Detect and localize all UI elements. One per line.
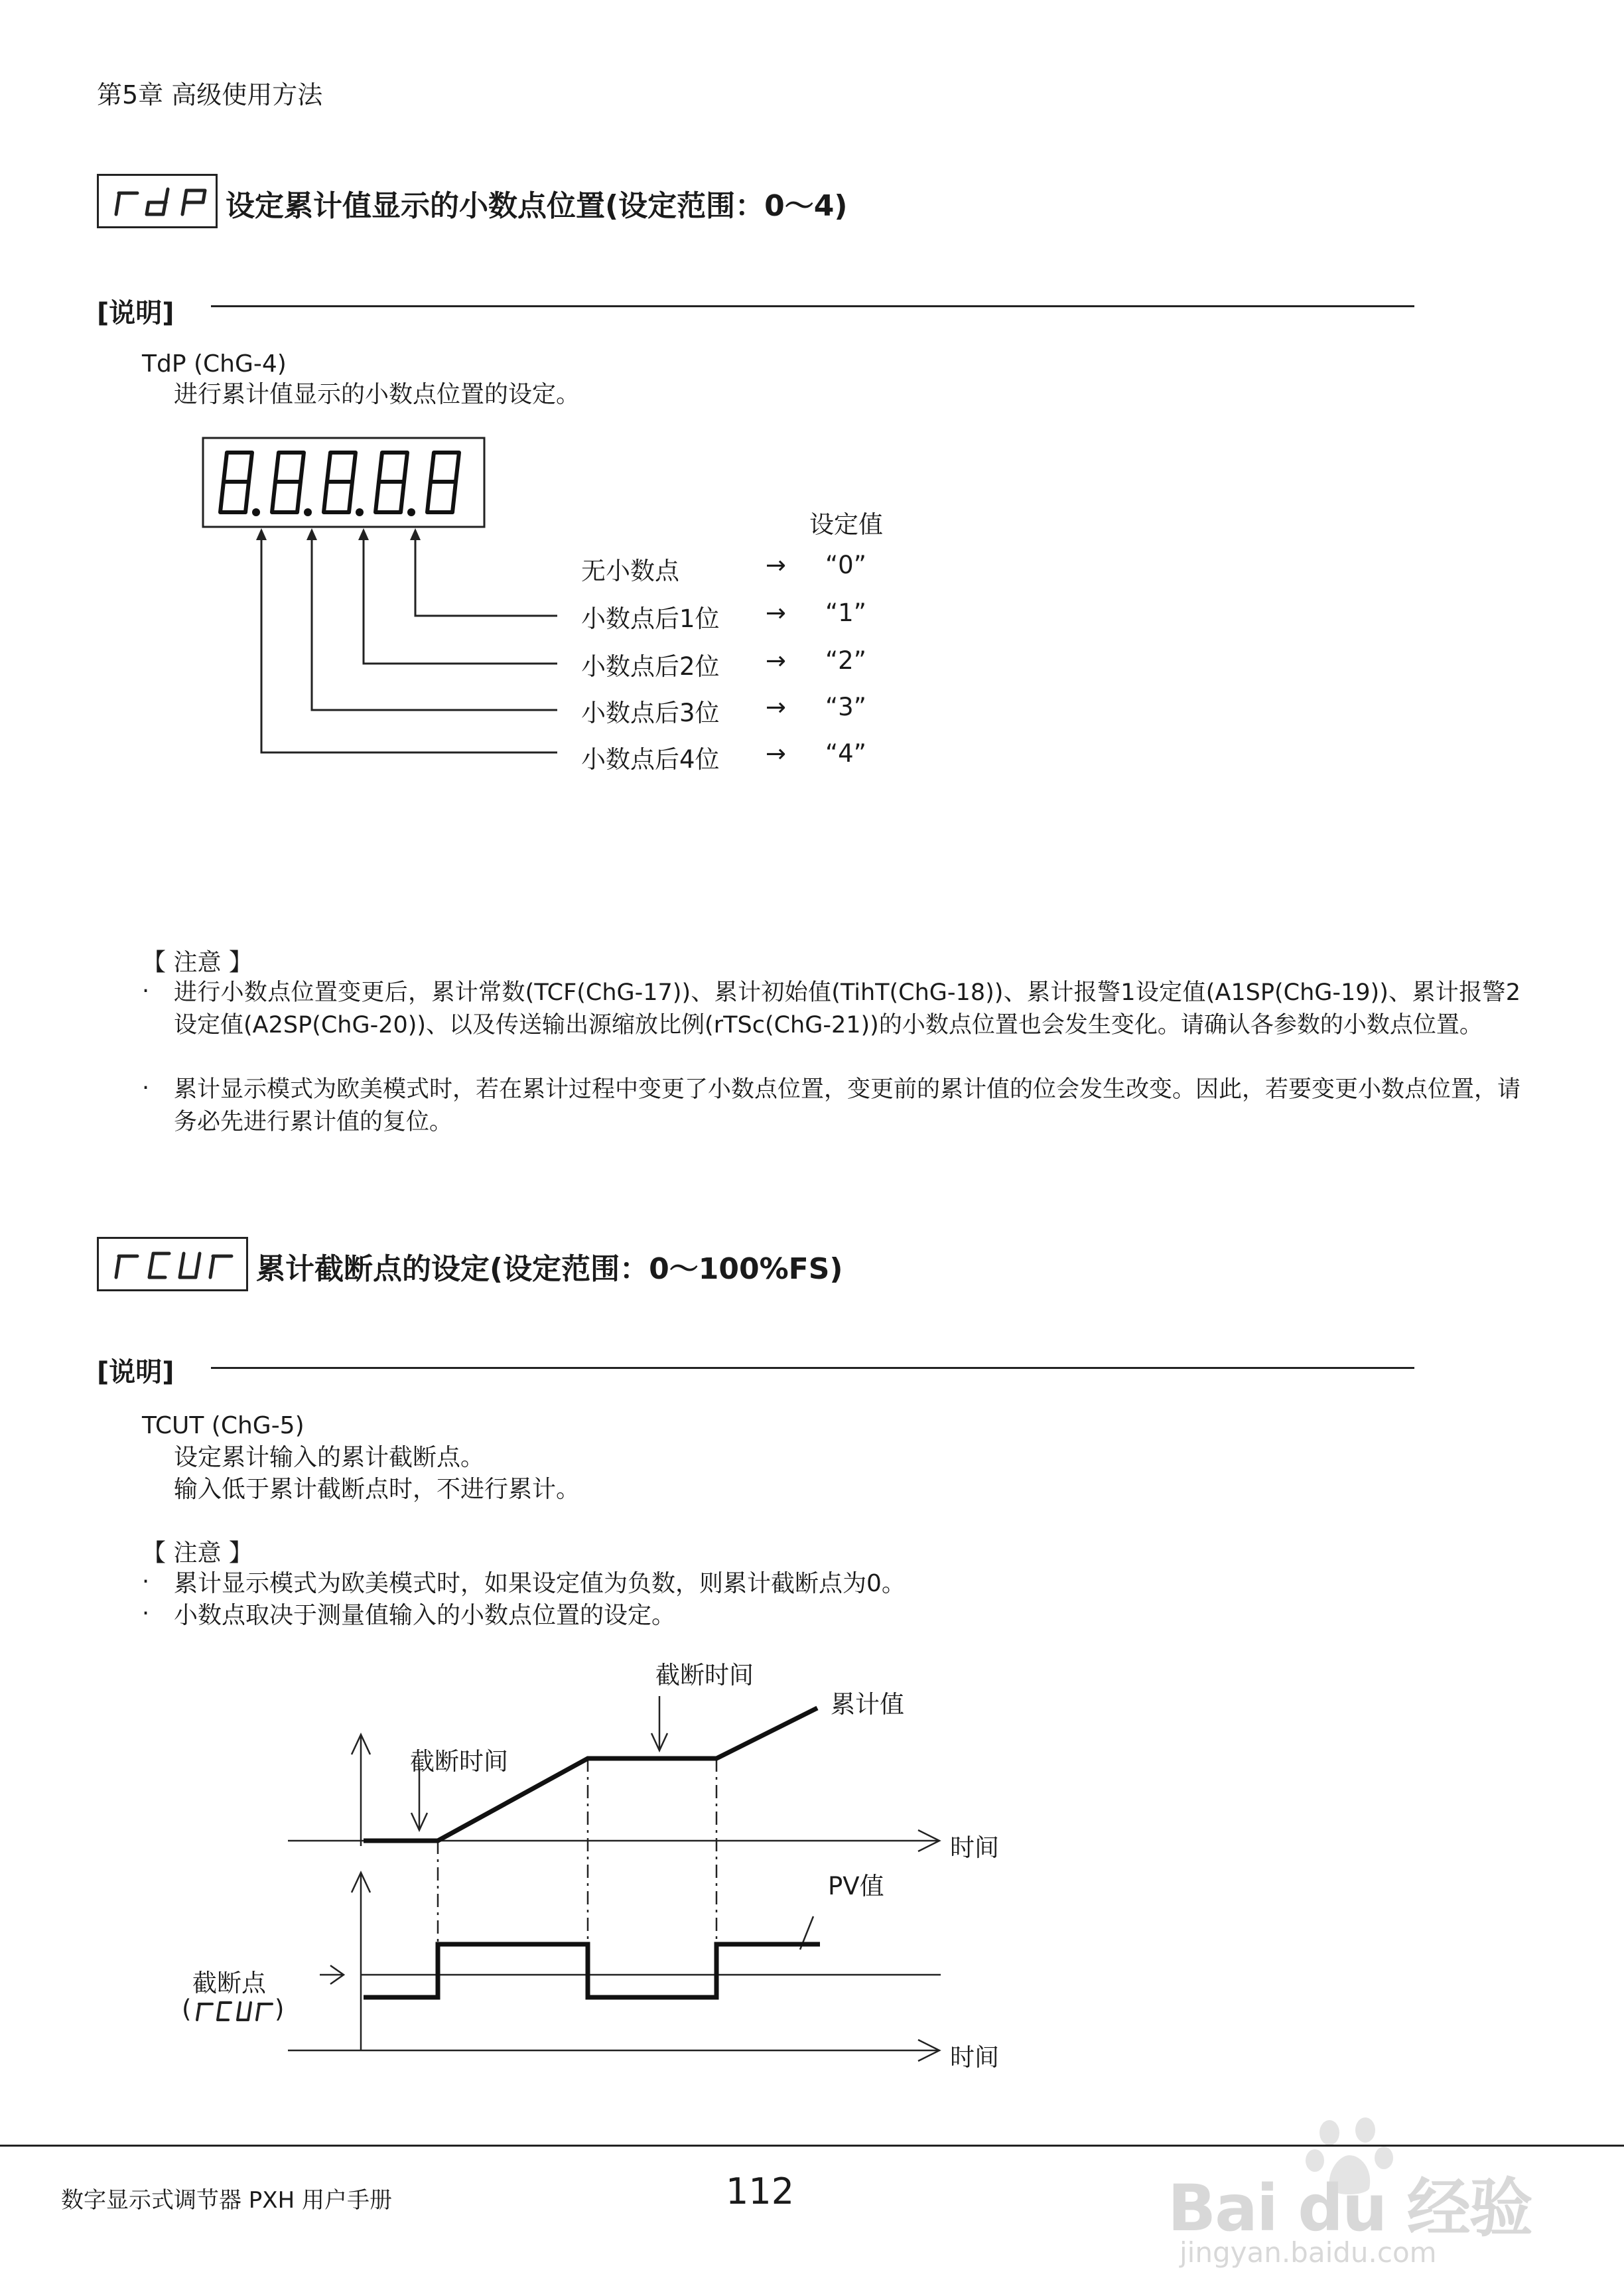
tcut-code-display (97, 1237, 248, 1291)
option-row-3 (581, 693, 720, 729)
leader-line-4 (261, 540, 557, 752)
section1-desc: 进行累计值显示的小数点位置的设定。 (174, 381, 580, 408)
label-time-lower: 时间 (950, 2043, 999, 2072)
label-pv-value: PV值 (828, 1872, 884, 1900)
section2-note-label: 【 注意 】 (142, 1539, 253, 1567)
section2-title: 累计截断点的设定(设定范围：0～100%FS) (256, 1252, 843, 1286)
section2-explain-label: [说明] (97, 1357, 174, 1388)
label-cut-time-top: 截断时间 (655, 1661, 754, 1689)
option-arrow-4: → (766, 739, 787, 768)
footer-divider (0, 2145, 1624, 2147)
option-label: 小数点后1位 (581, 605, 720, 633)
option-value-0: “0” (825, 551, 866, 579)
section1-title: 设定累计值显示的小数点位置(设定范围：0～4) (226, 189, 848, 223)
leader-line-1 (415, 540, 557, 616)
tcut-seven-segment-glyph (99, 1239, 246, 1289)
section1-note-2: 累计显示模式为欧美模式时，若在累计过程中变更了小数点位置，变更前的累计值的位会发生改变。因此，若要变更小数点位置，请务必先进行累计值的复位。 (174, 1076, 1521, 1135)
decimal-dot-4 (407, 508, 415, 516)
section1-param: TdP (ChG-4) (142, 350, 287, 378)
section1-note-label: 【 注意 】 (142, 949, 253, 976)
option-label: 无小数点 (581, 557, 679, 585)
page-number: 112 (726, 2171, 795, 2212)
setting-value-header: 设定值 (809, 510, 883, 539)
section2-note-1: 累计显示模式为欧美模式时，如果设定值为负数，则累计截断点为0。 (174, 1570, 906, 1597)
chapter-heading: 第5章 高级使用方法 (97, 80, 323, 109)
option-row-4 (581, 739, 720, 775)
section1-note-1: 进行小数点位置变更后，累计常数(TCF(ChG-17))、累计初始值(TihT(ChG-18))、累计报警1设定值(A1SP(ChG-19))、累计报警2设定值(A2SP(ChG-20))、以及传送输出源缩放比例(rTSc(ChG-21))的小数点位置也会发生变化。请确认各参数的小数点位置。 (174, 979, 1521, 1038)
option-row-0 (581, 551, 679, 587)
leader-line-2 (364, 540, 557, 664)
option-arrow-1: → (766, 599, 787, 627)
option-arrow-0: → (766, 551, 787, 579)
option-label: 小数点后4位 (581, 745, 720, 774)
option-value-2: “2” (825, 646, 866, 675)
arrowhead-3 (306, 528, 317, 540)
option-row-1 (581, 599, 720, 634)
section2-desc-2: 输入低于累计截断点时，不进行累计。 (174, 1476, 580, 1503)
option-arrow-3: → (766, 693, 787, 721)
label-time-upper: 时间 (950, 1833, 999, 1862)
leader-line-3 (312, 540, 557, 710)
arrowhead-1 (410, 528, 421, 540)
section2-divider (211, 1367, 1414, 1369)
option-value-3: “3” (825, 693, 866, 721)
decimal-dot-1 (252, 508, 260, 516)
footer-manual-title: 数字显示式调节器 PXH 用户手册 (61, 2187, 392, 2214)
option-label: 小数点后2位 (581, 652, 720, 681)
cutoff-code-glyph (194, 1999, 277, 2025)
option-value-1: “1” (825, 599, 866, 627)
label-cutoff-code-close: ) (275, 1995, 285, 2023)
arrowhead-4 (256, 528, 267, 540)
bullet-mark: · (142, 978, 150, 1005)
watermark-url: jingyan.baidu.com (1180, 2236, 1437, 2269)
bullet-mark: · (142, 1075, 150, 1102)
label-cutoff-point: 截断点 (192, 1969, 266, 1997)
option-value-4: “4” (825, 739, 866, 768)
decimal-dot-3 (356, 508, 364, 516)
decimal-dot-2 (304, 508, 312, 516)
bullet-mark: · (142, 1601, 150, 1627)
watermark-brand: Bai du 经验 (1168, 2171, 1532, 2245)
section2-note-2: 小数点取决于测量值输入的小数点位置的设定。 (174, 1602, 676, 1629)
bullet-mark: · (142, 1569, 150, 1595)
option-row-2 (581, 646, 720, 682)
option-arrow-2: → (766, 646, 787, 675)
option-label: 小数点后3位 (581, 699, 720, 727)
section2-desc-1: 设定累计输入的累计截断点。 (174, 1444, 485, 1471)
arrowhead-2 (358, 528, 369, 540)
pv-value-trace (364, 1944, 820, 1997)
section2-param: TCUT (ChG-5) (142, 1412, 304, 1439)
decimal-point-diagram (0, 0, 1624, 796)
label-total-value: 累计值 (831, 1690, 904, 1719)
section1-explain-label: [说明] (97, 298, 174, 328)
label-cut-time-left: 截断时间 (410, 1747, 508, 1776)
cutoff-pointer-arrow (320, 1965, 344, 1984)
label-cutoff-code-open: ( (182, 1995, 192, 2023)
